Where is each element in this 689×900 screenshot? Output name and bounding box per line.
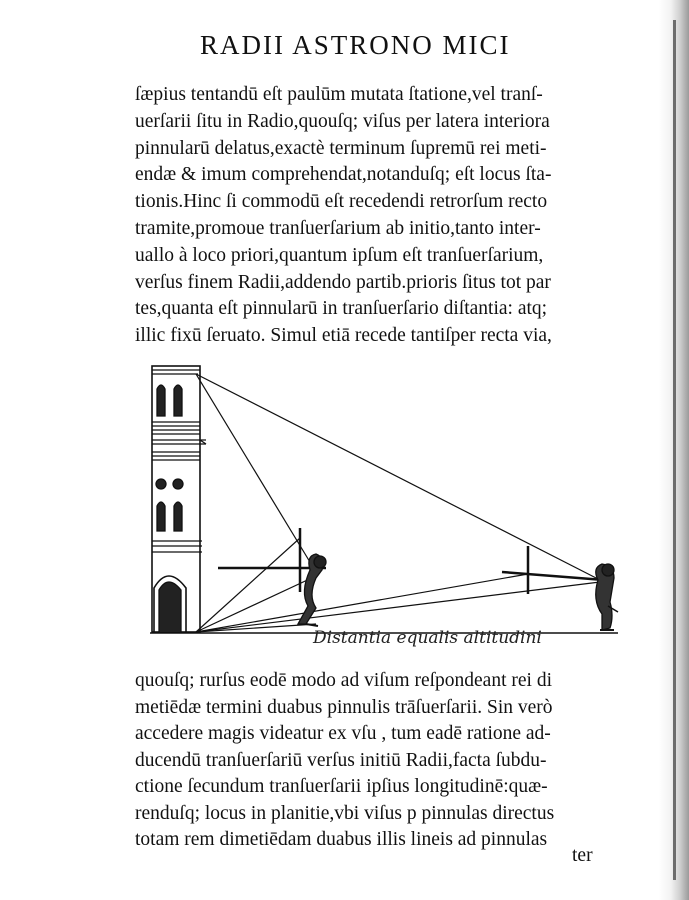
text-line: quouſq; rurſus eodē modo ad viſum reſpondeant rei di: [135, 670, 552, 691]
text-line: endæ & imum comprehendat,notanduſq; eſt locus ſta-: [135, 164, 552, 186]
text-line: verſus finem Radii,addendo partib.prioris ſitus tot par: [135, 271, 551, 293]
text-line: ducendū tranſuerſariū verſus initiū Radii,facta ſubdu-: [135, 749, 547, 771]
catchword: ter: [572, 845, 593, 866]
running-head: RADII ASTRONO MICI: [200, 30, 511, 60]
text-line: renduſq; locus in planitie,vbi viſus p pinnulas directus: [135, 802, 555, 824]
text-block-bottom: [135, 668, 615, 854]
text-line: uerſarii ſitu in Radio,quouſq; viſus per latera interiora: [135, 110, 550, 132]
text-line: pinnularū delatus,exactè terminum ſupremū rei meti-: [135, 137, 547, 159]
text-line: accedere magis videatur ex vſu , tum eadē ratione ad-: [135, 723, 551, 744]
far-observer: [502, 546, 618, 630]
text-line: tramite,promoue tranſuerſarium ab initio,tanto inter-: [135, 217, 541, 239]
page-edge-line: [673, 20, 676, 880]
woodcut-figure: [130, 356, 620, 656]
text-block-top: [135, 82, 615, 350]
tower: [152, 366, 206, 632]
figure-caption: Distantia equalis altitudini: [313, 628, 542, 648]
text-line: ctione ſecundum tranſuerſarii ipſius longitudinē:quæ-: [135, 776, 548, 797]
text-line: ſæpius tentandū eſt paulūm mutata ſtatione,vel tranſ-: [135, 84, 543, 105]
text-line: tionis.Hinc ſi commodū eſt recedendi retrorſum recto: [135, 191, 548, 213]
text-line: metiēdæ termini duabus pinnulis trāſuerſarii. Sin verò: [135, 696, 553, 718]
text-line: tes,quanta eſt pinnularū in tranſuerſario diſtantia: atq;: [135, 298, 548, 320]
page-edge: [659, 0, 689, 900]
text-line: totam rem dimetiēdam duabus illis lineis ad pinnulas: [135, 829, 548, 850]
sight-lines: [196, 374, 600, 632]
text-line: uallo à loco priori,quantum ipſum eſt tranſuerſarium,: [135, 244, 544, 266]
near-observer: [218, 528, 326, 626]
text-line: illic fixū ſeruato. Simul etiā recede tantiſper recta via,: [135, 325, 552, 347]
